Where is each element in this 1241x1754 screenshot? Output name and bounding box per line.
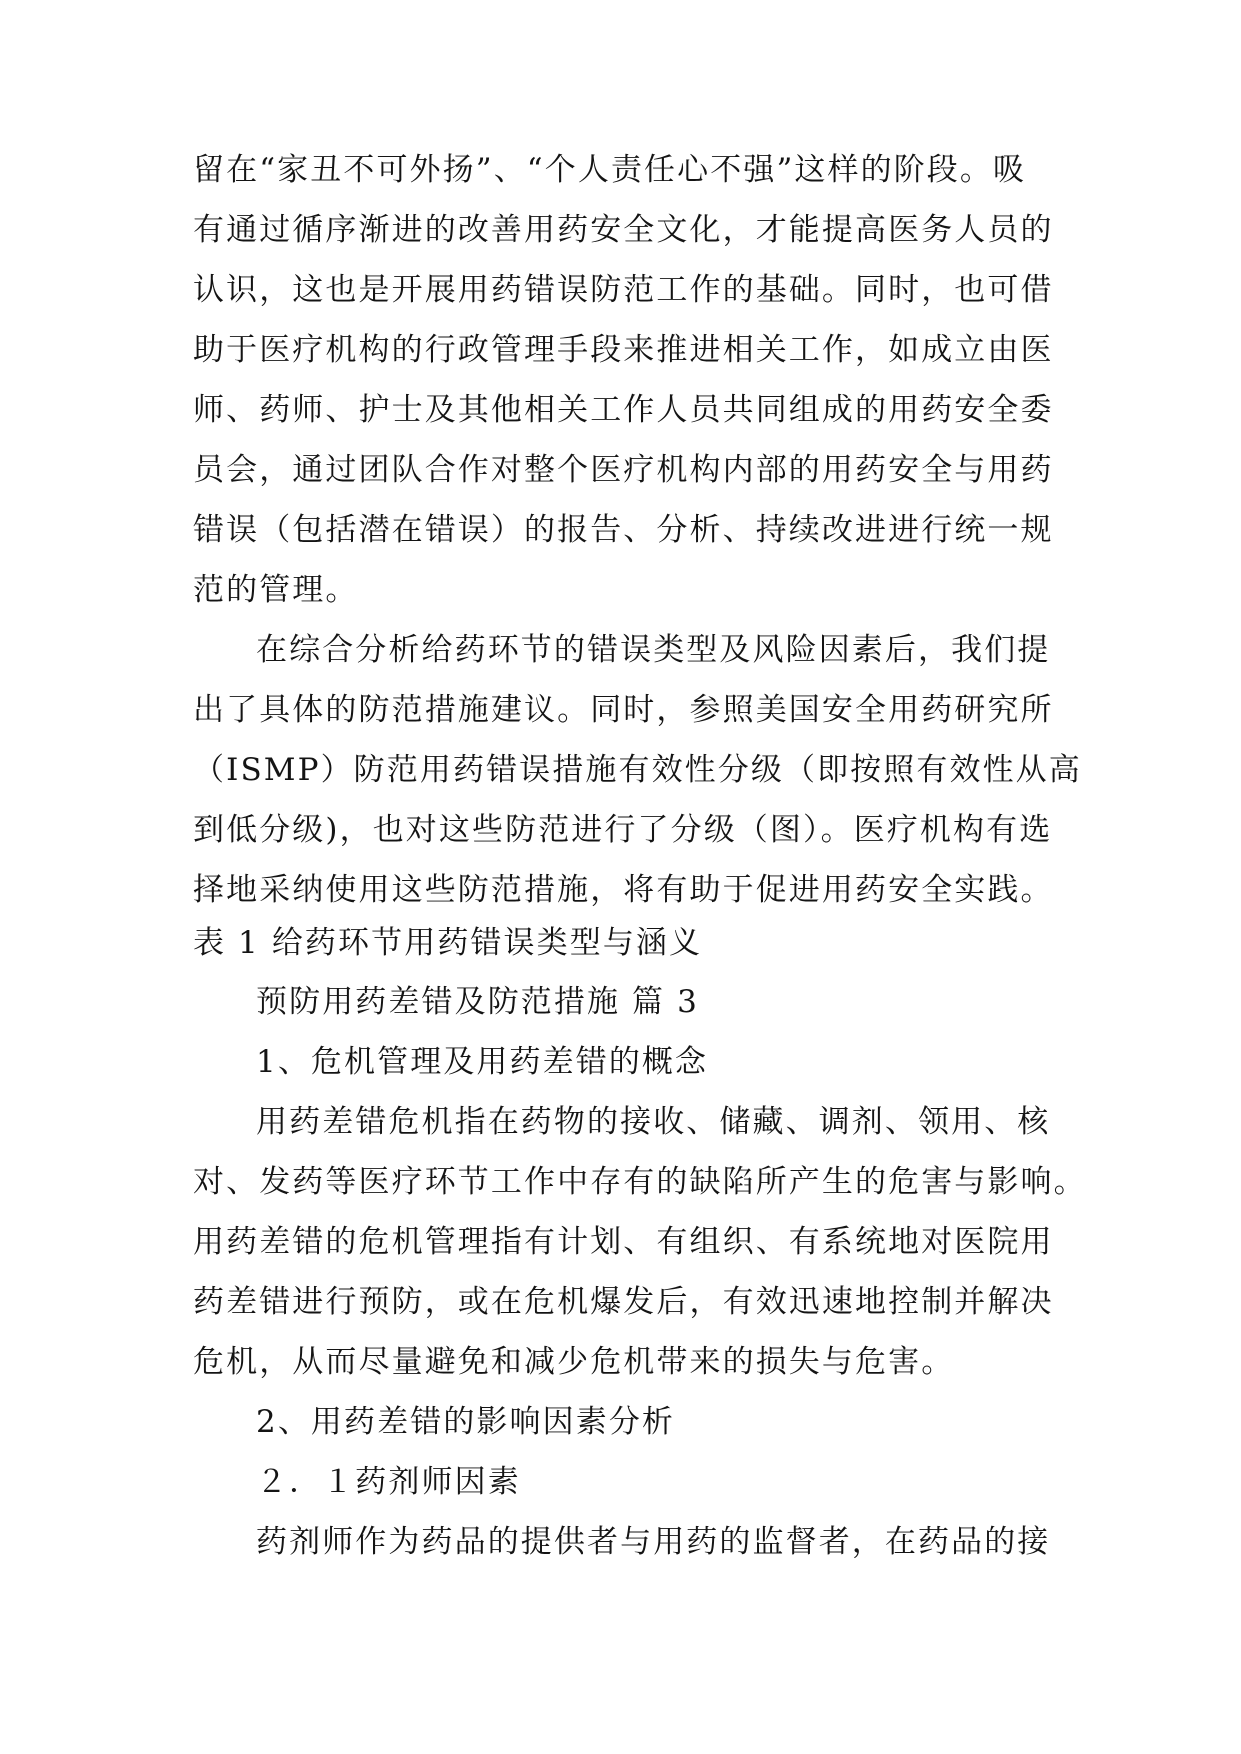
body-text-line: 错误（包括潜在错误）的报告、分析、持续改进进行统一规: [193, 512, 1054, 548]
body-text-line: （ISMP）防范用药错误措施有效性分级（即按照有效性从高: [193, 752, 1082, 788]
body-text-line: 择地采纳使用这些防范措施，将有助于促进用药安全实践。: [193, 872, 1054, 908]
section-heading: 预防用药差错及防范措施 篇 3: [256, 984, 699, 1020]
subsection-heading: ２．１药剂师因素: [256, 1464, 521, 1500]
body-text-line: 对、发药等医疗环节工作中存有的缺陷所产生的危害与影响。: [193, 1164, 1087, 1200]
body-text-line: 范的管理。: [193, 572, 359, 608]
body-text-line: 药差错进行预防，或在危机爆发后，有效迅速地控制并解决: [193, 1284, 1054, 1320]
body-text-line: 师、药师、护士及其他相关工作人员共同组成的用药安全委: [193, 392, 1054, 428]
subsection-heading: 1、危机管理及用药差错的概念: [256, 1044, 709, 1080]
subsection-heading: 2、用药差错的影响因素分析: [256, 1404, 676, 1440]
body-text-line: 留在“家丑不可外扬”、“个人责任心不强”这样的阶段。吸: [193, 152, 1027, 188]
body-text-line: 认识，这也是开展用药错误防范工作的基础。同时，也可借: [193, 272, 1054, 308]
body-text-line: 在综合分析给药环节的错误类型及风险因素后，我们提: [256, 632, 1051, 668]
body-text-line: 用药差错危机指在药物的接收、储藏、调剂、领用、核: [256, 1104, 1051, 1140]
body-text-line: 出了具体的防范措施建议。同时，参照美国安全用药研究所: [193, 692, 1054, 728]
table-caption: 表 1 给药环节用药错误类型与涵义: [193, 925, 703, 961]
body-text-line: 助于医疗机构的行政管理手段来推进相关工作，如成立由医: [193, 332, 1054, 368]
body-text-line: 员会，通过团队合作对整个医疗机构内部的用药安全与用药: [193, 452, 1054, 488]
body-text-line: 到低分级)，也对这些防范进行了分级（图）。医疗机构有选: [193, 812, 1053, 848]
body-text-line: 有通过循序渐进的改善用药安全文化，才能提高医务人员的: [193, 212, 1054, 248]
body-text-line: 药剂师作为药品的提供者与用药的监督者，在药品的接: [256, 1524, 1051, 1560]
body-text-line: 危机，从而尽量避免和减少危机带来的损失与危害。: [193, 1344, 955, 1380]
body-text-line: 用药差错的危机管理指有计划、有组织、有系统地对医院用: [193, 1224, 1054, 1260]
